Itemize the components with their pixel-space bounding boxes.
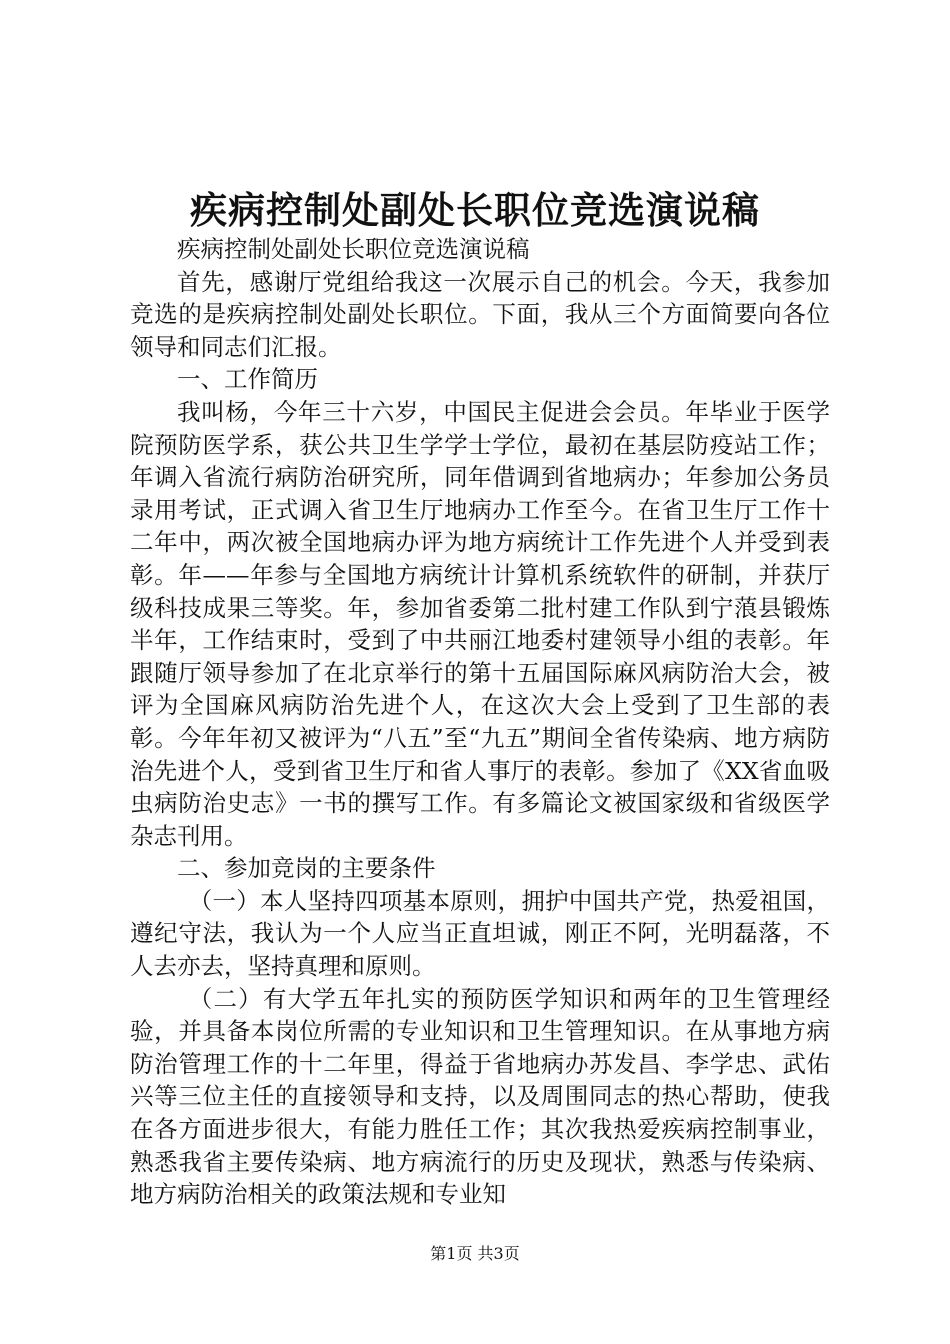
work-history-paragraph: 我叫杨，今年三十六岁，中国民主促进会会员。年毕业于医学院预防医学系，获公共卫生学学士学位，最初在基层防疫站工作；年调入省流行病防治研究所，同年借调到省地病办；年参加公务员录用考试，正式调入省卫生厅地病办工作至今。在省卫生厅工作十二年中，两次被全国地病办评为地方病统计工作先进个人并受到表彰。年——年参与全国地方病统计计算机系统软件的研制，并获厅级科技成果三等奖。年，参加省委第二批村建工作队到宁蒗县锻炼半年，工作结束时，受到了中共丽江地委村建领导小组的表彰。年跟随厅领导参加了在北京举行的第十五届国际麻风病防治大会，被评为全国麻风病防治先进个人，在这次大会上受到了卫生部的表彰。今年年初又被评为“八五”至“九五”期间全省传染病、地方病防治先进个人，受到省卫生厅和省人事厅的表彰。参加了《XX省血吸虫病防治史志》一书的撰写工作。有多篇论文被国家级和省级医学杂志刊用。 <box>130 397 830 850</box>
page-number-footer: 第1页 共3页 <box>430 1244 520 1263</box>
subtitle-paragraph: 疾病控制处副处长职位竞选演说稿 <box>177 235 530 263</box>
document-title: 疾病控制处副处长职位竞选演说稿 <box>190 188 760 232</box>
document-body <box>130 233 830 1211</box>
section-heading-work-history: 一、工作简历 <box>177 365 318 394</box>
section-heading-conditions: 二、参加竞岗的主要条件 <box>177 854 436 883</box>
intro-paragraph: 首先，感谢厅党组给我这一次展示自己的机会。今天，我参加竞选的是疾病控制处副处长职位。下面，我从三个方面简要向各位领导和同志们汇报。 <box>130 267 830 361</box>
condition-two-paragraph: （二）有大学五年扎实的预防医学知识和两年的卫生管理经验，并具备本岗位所需的专业知识和卫生管理知识。在从事地方病防治管理工作的十二年里，得益于省地病办苏发昌、李学忠、武佑兴等三位主任的直接领导和支持，以及周围同志的热心帮助，使我在各方面进步很大，有能力胜任工作；其次我热爱疾病控制事业，熟悉我省主要传染病、地方病流行的历史及现状，熟悉与传染病、地方病防治相关的政策法规和专业知 <box>130 984 830 1209</box>
condition-one-paragraph: （一）本人坚持四项基本原则，拥护中国共产党，热爱祖国，遵纪守法，我认为一个人应当正直坦诚，刚正不阿，光明磊落，不人去亦去，坚持真理和原则。 <box>130 886 830 981</box>
